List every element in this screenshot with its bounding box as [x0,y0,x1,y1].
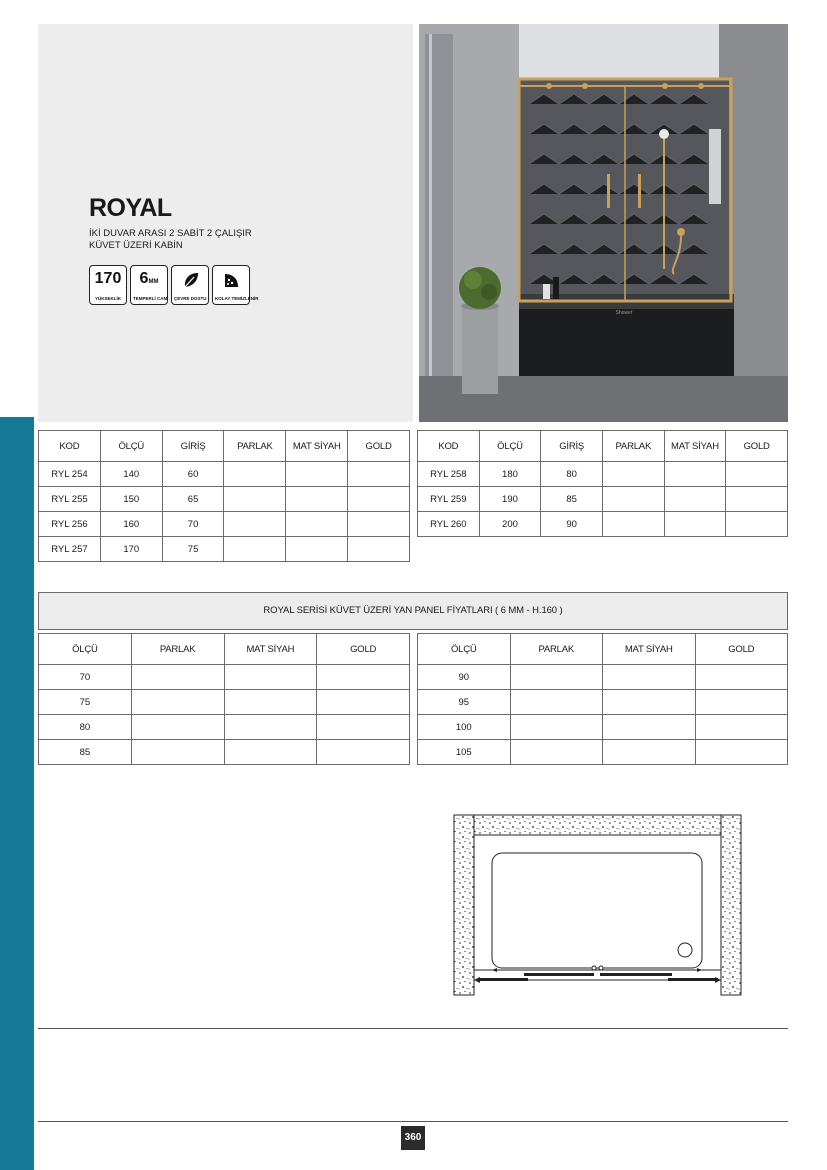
cell-olcu: 190 [479,487,541,512]
cell-parlak [131,740,224,765]
divider-line [38,1028,788,1029]
cell-olcu: 70 [39,665,132,690]
table-row [39,512,410,537]
cell-mat-siyah [286,512,348,537]
height-caption: YÜKSEKLİK [94,296,121,301]
easy-clean-badge [212,265,259,305]
cell-parlak [510,665,603,690]
col-giris: GİRİŞ [162,431,224,462]
easy-clean-caption: KOLAY TEMİZLENİR [215,296,259,301]
cell-gold [726,512,788,537]
eco-badge [171,265,209,305]
cell-gold [317,715,410,740]
cell-parlak [510,715,603,740]
col-mat-siyah: MAT SİYAH [603,634,696,665]
cell-olcu: 85 [39,740,132,765]
table-row [418,740,788,765]
cell-olcu: 75 [39,690,132,715]
col-olcu: ÖLÇÜ [39,634,132,665]
product-photo [419,24,788,422]
easy-clean-icon [222,270,242,290]
cell-gold [695,690,788,715]
cell-olcu: 95 [418,690,511,715]
cell-mat-siyah [224,715,317,740]
cell-mat-siyah [286,537,348,562]
cell-parlak [224,487,286,512]
col-parlak: PARLAK [510,634,603,665]
height-badge [89,265,127,305]
table-row [39,665,410,690]
cell-mat-siyah [224,690,317,715]
table-row [418,715,788,740]
cell-mat-siyah [286,487,348,512]
cell-mat-siyah [664,462,726,487]
cell-mat-siyah [224,665,317,690]
table-row [418,487,788,512]
glass-thickness-badge [130,265,168,305]
cell-parlak [510,740,603,765]
col-parlak: PARLAK [224,431,286,462]
cell-gold [317,665,410,690]
cell-mat-siyah [664,512,726,537]
cell-mat-siyah [603,690,696,715]
cell-gold [348,512,410,537]
product-description [89,228,252,252]
col-giris: GİRİŞ [541,431,603,462]
cell-giris: 60 [162,462,224,487]
table-row [39,462,410,487]
cell-kod: RYL 254 [39,462,101,487]
cell-gold [348,487,410,512]
cell-gold [695,740,788,765]
cell-parlak [602,512,664,537]
table-row [39,740,410,765]
cell-mat-siyah [603,740,696,765]
cell-gold [726,462,788,487]
product-hero-panel [38,24,413,422]
cell-parlak [131,690,224,715]
table-row [418,690,788,715]
cell-kod: RYL 257 [39,537,101,562]
cell-olcu: 160 [100,512,162,537]
cell-giris: 80 [541,462,603,487]
table-row [39,537,410,562]
top-view-plan-diagram [448,810,748,1000]
col-olcu: ÖLÇÜ [100,431,162,462]
cell-gold [726,487,788,512]
cabin-table-left [38,430,410,562]
col-olcu: ÖLÇÜ [418,634,511,665]
cell-giris: 90 [541,512,603,537]
cell-mat-siyah [286,462,348,487]
glass-caption: TEMPERLİ CAM [133,296,168,301]
cell-parlak [131,715,224,740]
cell-olcu: 170 [100,537,162,562]
cabin-table-right [417,430,788,537]
cell-parlak [602,487,664,512]
col-mat-siyah: MAT SİYAH [664,431,726,462]
cell-giris: 85 [541,487,603,512]
cell-kod: RYL 258 [418,462,480,487]
cell-mat-siyah [664,487,726,512]
cell-gold [317,740,410,765]
col-kod: KOD [418,431,480,462]
table-row [39,690,410,715]
col-gold: GOLD [348,431,410,462]
brand-mark: Shower [615,310,633,316]
product-desc-line-2: KÜVET ÜZERİ KABİN [89,240,183,251]
eco-caption: ÇEVRE DOSTU [174,296,207,301]
cell-mat-siyah [603,715,696,740]
cell-olcu: 150 [100,487,162,512]
table-row [418,462,788,487]
page-number: 360 [401,1126,425,1150]
cell-parlak [131,665,224,690]
table-header-row [418,431,788,462]
cell-parlak [602,462,664,487]
footer-divider [38,1121,788,1122]
side-panel-title: ROYAL SERİSİ KÜVET ÜZERİ YAN PANEL FİYATLARI ( 6 MM - H.160 ) [38,592,788,630]
cell-gold [348,462,410,487]
side-accent-bar [0,417,34,1170]
cell-parlak [510,690,603,715]
table-row [418,512,788,537]
col-kod: KOD [39,431,101,462]
col-gold: GOLD [695,634,788,665]
cell-olcu: 100 [418,715,511,740]
cell-olcu: 105 [418,740,511,765]
cell-mat-siyah [224,740,317,765]
table-header-row [39,431,410,462]
leaf-icon [181,270,201,290]
cell-kod: RYL 255 [39,487,101,512]
product-name: ROYAL [89,194,172,222]
cell-mat-siyah [603,665,696,690]
cell-olcu: 80 [39,715,132,740]
cell-parlak [224,512,286,537]
glass-thickness-value: 6MM [139,270,159,287]
cell-gold [695,665,788,690]
table-row [39,715,410,740]
table-header-row [418,634,788,665]
cell-olcu: 180 [479,462,541,487]
table-row [418,665,788,690]
cell-gold [348,537,410,562]
table-row [39,487,410,512]
col-parlak: PARLAK [131,634,224,665]
cell-kod: RYL 259 [418,487,480,512]
cell-olcu: 140 [100,462,162,487]
col-olcu: ÖLÇÜ [479,431,541,462]
cell-parlak [224,462,286,487]
table-header-row [39,634,410,665]
cell-giris: 65 [162,487,224,512]
cell-olcu: 90 [418,665,511,690]
col-gold: GOLD [726,431,788,462]
col-parlak: PARLAK [602,431,664,462]
col-mat-siyah: MAT SİYAH [286,431,348,462]
col-gold: GOLD [317,634,410,665]
cell-kod: RYL 256 [39,512,101,537]
col-mat-siyah: MAT SİYAH [224,634,317,665]
cell-giris: 70 [162,512,224,537]
cell-giris: 75 [162,537,224,562]
side-panel-table-left [38,633,410,765]
cell-gold [695,715,788,740]
side-panel-table-right [417,633,788,765]
cell-gold [317,690,410,715]
cell-kod: RYL 260 [418,512,480,537]
product-desc-line-1: İKİ DUVAR ARASI 2 SABİT 2 ÇALIŞIR [89,228,252,239]
height-value: 170 [94,270,122,287]
cell-parlak [224,537,286,562]
cell-olcu: 200 [479,512,541,537]
feature-badges [89,265,259,305]
